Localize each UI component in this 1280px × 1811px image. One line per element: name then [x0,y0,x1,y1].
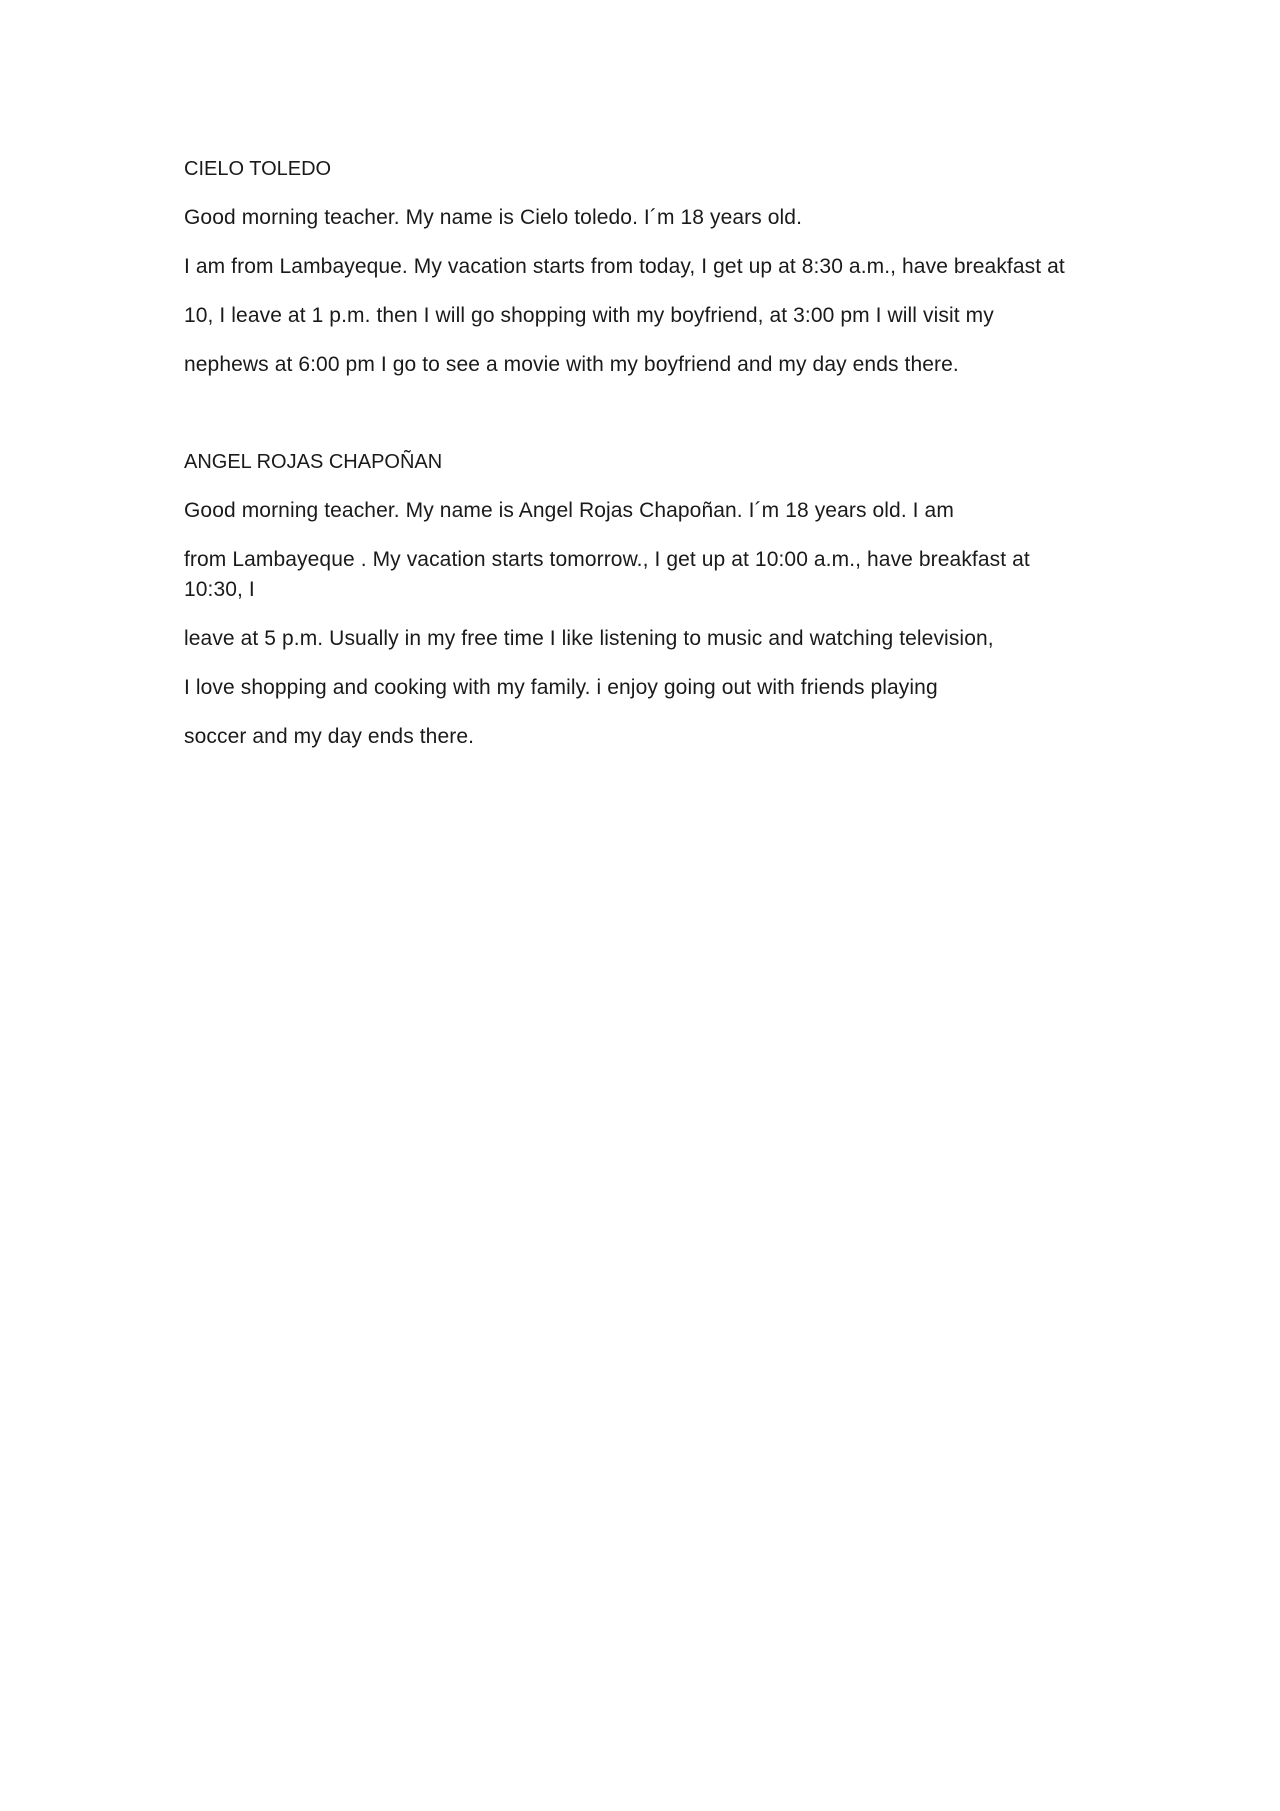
document-body [184,154,1104,771]
paragraph-line: Good morning teacher. My name is Angel Rojas Chapoñan. I´m 18 years old. I am [184,499,954,522]
paragraph-line: I love shopping and cooking with my family. i enjoy going out with friends playing [184,676,938,699]
section-heading: CIELO TOLEDO [184,158,332,180]
paragraph-line: from Lambayeque . My vacation starts tomorrow., I get up at 10:00 a.m., have breakfast at 10:30, I [184,548,1030,601]
section-cielo-toledo [184,154,1104,380]
section-heading: ANGEL ROJAS CHAPOÑAN [184,451,443,473]
paragraph-line: nephews at 6:00 pm I go to see a movie with my boyfriend and my day ends there. [184,353,959,376]
section-angel-rojas [184,447,1104,752]
paragraph-line: leave at 5 p.m. Usually in my free time I like listening to music and watching television, [184,627,994,650]
section-spacer [184,399,1104,447]
paragraph-line: I am from Lambayeque. My vacation starts from today, I get up at 8:30 a.m., have breakfast at [184,255,1065,278]
paragraph-line: 10, I leave at 1 p.m. then I will go shopping with my boyfriend, at 3:00 pm I will visit my [184,304,994,327]
paragraph-line: soccer and my day ends there. [184,725,475,748]
paragraph-line: Good morning teacher. My name is Cielo toledo. I´m 18 years old. [184,206,803,229]
